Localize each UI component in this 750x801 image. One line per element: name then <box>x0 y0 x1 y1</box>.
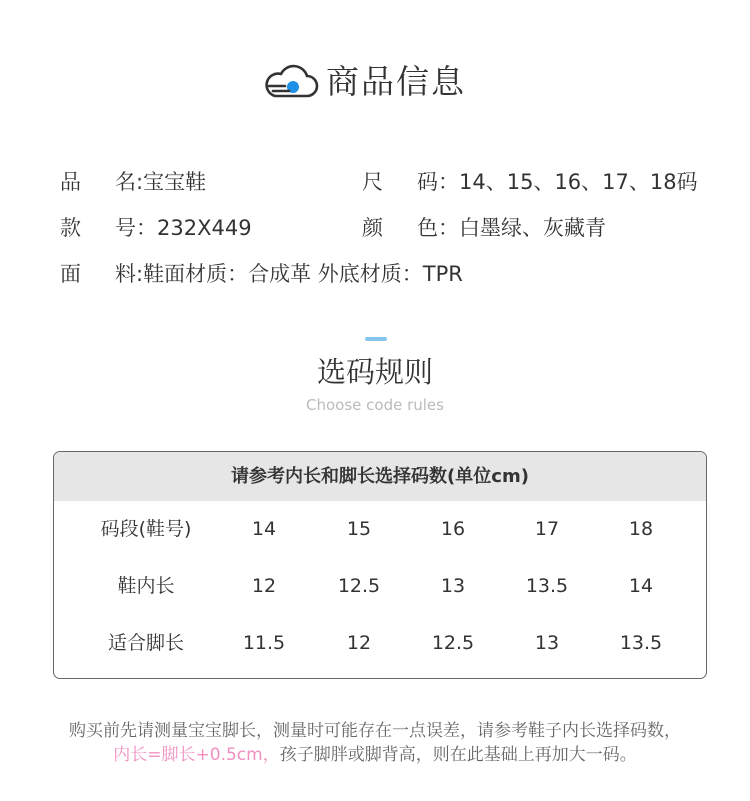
info-material-label: 面 料 <box>60 262 136 286</box>
table-cell: 12 <box>346 632 372 654</box>
section-title-product-info <box>0 58 750 106</box>
info-style-value: 232X449 <box>157 216 252 240</box>
table-cell: 17 <box>534 518 560 540</box>
table-row <box>54 501 706 558</box>
table-cell: 13 <box>534 632 560 654</box>
table-cell: 12.5 <box>337 575 381 597</box>
table-cell: 18 <box>628 518 654 540</box>
info-material-row: 面 料:鞋面材质：合成革 外底材质：TPR <box>60 259 463 289</box>
row-label: 鞋内长 <box>117 575 175 597</box>
measure-note-rest: 孩子脚胖或脚背高，则在此基础上再加大一码。 <box>279 745 637 765</box>
info-size-row: 尺 码：14、15、16、17、18码 <box>362 167 698 197</box>
table-cell: 13 <box>440 575 466 597</box>
info-name-row: 品 名:宝宝鞋 <box>60 167 206 197</box>
info-style-label: 款 号 <box>60 216 136 240</box>
row-label: 码段(鞋号) <box>100 518 192 540</box>
rules-subtitle: Choose code rules <box>306 396 444 414</box>
table-cell: 11.5 <box>242 632 286 654</box>
table-row <box>54 615 706 672</box>
table-cell: 14 <box>251 518 277 540</box>
cloud-icon <box>261 64 319 100</box>
info-color-row: 颜 色：白墨绿、灰藏青 <box>362 213 606 243</box>
table-cell: 16 <box>440 518 466 540</box>
size-table-header: 请参考内长和脚长选择码数(单位cm) <box>54 452 706 501</box>
measure-note-line2 <box>0 742 750 768</box>
measure-note-line1: 购买前先请测量宝宝脚长，测量时可能存在一点误差，请参考鞋子内长选择码数， <box>69 721 681 741</box>
table-cell: 12 <box>251 575 277 597</box>
table-cell: 13.5 <box>525 575 569 597</box>
info-size-label: 尺 码 <box>362 170 438 194</box>
table-row <box>54 558 706 615</box>
size-table <box>53 451 707 679</box>
table-cell: 15 <box>346 518 372 540</box>
info-color-label: 颜 色 <box>362 216 438 240</box>
info-name-value: 宝宝鞋 <box>143 170 207 194</box>
page-title: 商品信息 <box>326 62 466 101</box>
info-color-value: 白墨绿、灰藏青 <box>459 216 606 240</box>
rules-title: 选码规则 <box>316 355 433 389</box>
row-label: 适合脚长 <box>107 632 184 654</box>
table-cell: 14 <box>628 575 654 597</box>
info-size-value: 14、15、16、17、18码 <box>459 170 698 194</box>
inner-length-formula: 内长=脚长+0.5cm， <box>113 745 280 765</box>
info-name-label: 品 名 <box>60 170 136 194</box>
info-material-value: 鞋面材质：合成革 外底材质：TPR <box>143 262 463 286</box>
info-style-row: 款 号：232X449 <box>60 213 252 243</box>
rules-accent-bar <box>365 337 387 341</box>
table-cell: 13.5 <box>619 632 663 654</box>
table-cell: 12.5 <box>431 632 475 654</box>
